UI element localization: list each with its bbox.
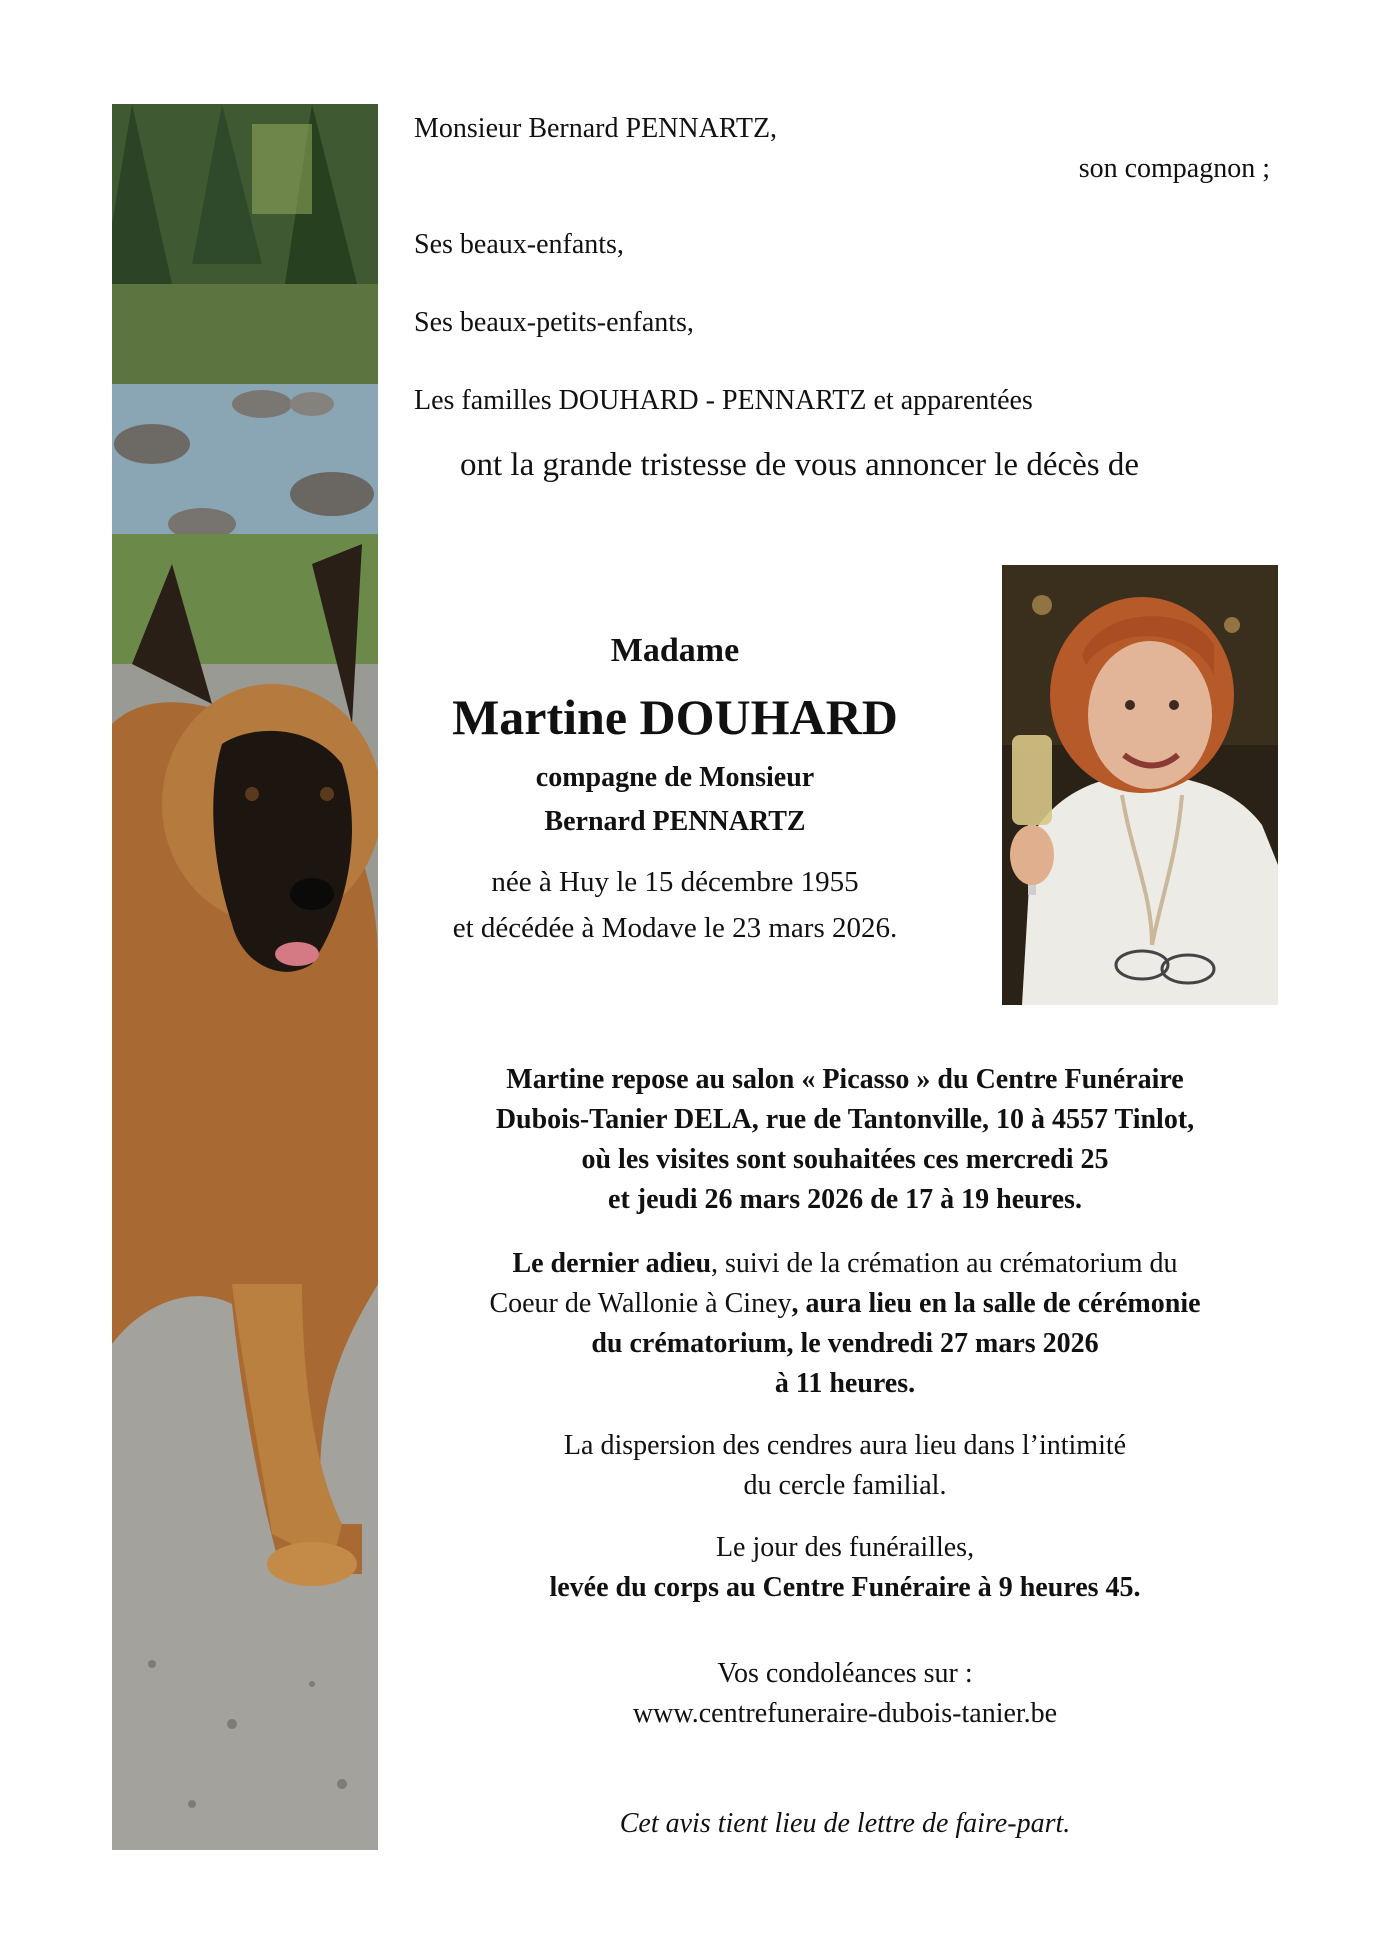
farewell-ceremony: , aura lieu en la salle de cérémonie: [791, 1288, 1201, 1319]
deceased-title: Madame: [610, 632, 740, 669]
family-line-families: Les familles DOUHARD - PENNARTZ et apparentées: [414, 385, 1033, 416]
birth-line: née à Huy le 15 décembre 1955: [491, 866, 859, 898]
condolences-block: [400, 1654, 1290, 1734]
visitation-line: et jeudi 26 mars 2026 de 17 à 19 heures.: [608, 1184, 1082, 1215]
levee-line-2: levée du corps au Centre Funéraire à 9 heures 45.: [549, 1572, 1141, 1603]
dog-photo-image: [112, 104, 378, 1850]
farewell-line-2: [400, 1284, 1290, 1324]
family-line-companion: Monsieur Bernard PENNARTZ,: [414, 113, 778, 144]
deceased-name: Martine DOUHARD: [452, 689, 898, 745]
announcement-line: ont la grande tristesse de vous annoncer le décès de: [460, 447, 1139, 483]
death-line: et décédée à Modave le 23 mars 2026.: [452, 912, 898, 944]
dispersion-line-1: La dispersion des cendres aura lieu dans l’intimité: [563, 1430, 1127, 1461]
condolences-website-link[interactable]: www.centrefuneraire-dubois-tanier.be: [632, 1698, 1058, 1729]
farewell-location: Coeur de Wallonie à Ciney: [489, 1288, 792, 1319]
farewell-lead: Le dernier adieu: [512, 1248, 712, 1279]
family-line-companion-role: son compagnon ;: [1078, 153, 1270, 184]
footer-note-block: [400, 1804, 1290, 1844]
visitation-line: Martine repose au salon « Picasso » du Centre Funéraire: [506, 1064, 1184, 1095]
levee-block: [400, 1528, 1290, 1608]
visitation-line: où les visites sont souhaitées ces mercredi 25: [581, 1144, 1109, 1175]
farewell-line-1: [400, 1244, 1290, 1284]
farewell-line-4: à 11 heures.: [774, 1368, 916, 1399]
farewell-block: [400, 1244, 1290, 1404]
family-line-step-grandchildren: Ses beaux-petits-enfants,: [414, 307, 694, 338]
footer-note: Cet avis tient lieu de lettre de faire-part.: [619, 1808, 1071, 1839]
condolences-label: Vos condoléances sur :: [717, 1658, 973, 1689]
visitation-line: Dubois-Tanier DELA, rue de Tantonville, 10 à 4557 Tinlot,: [495, 1104, 1195, 1135]
levee-line-1: Le jour des funérailles,: [715, 1532, 975, 1563]
dispersion-block: [400, 1426, 1290, 1506]
dispersion-line-2: du cercle familial.: [743, 1470, 947, 1501]
family-line-stepchildren: Ses beaux-enfants,: [414, 229, 624, 260]
side-photo-dog: [112, 104, 378, 1850]
companion-line-1: compagne de Monsieur: [535, 762, 815, 793]
portrait-photo: [1002, 565, 1278, 1005]
visitation-block: [400, 1060, 1290, 1220]
farewell-line-1-rest: , suivi de la crémation au crématorium du: [711, 1248, 1178, 1279]
farewell-line-3: du crématorium, le vendredi 27 mars 2026: [591, 1328, 1099, 1359]
portrait-image: [1002, 565, 1278, 1005]
companion-line-2: Bernard PENNARTZ: [544, 806, 806, 837]
